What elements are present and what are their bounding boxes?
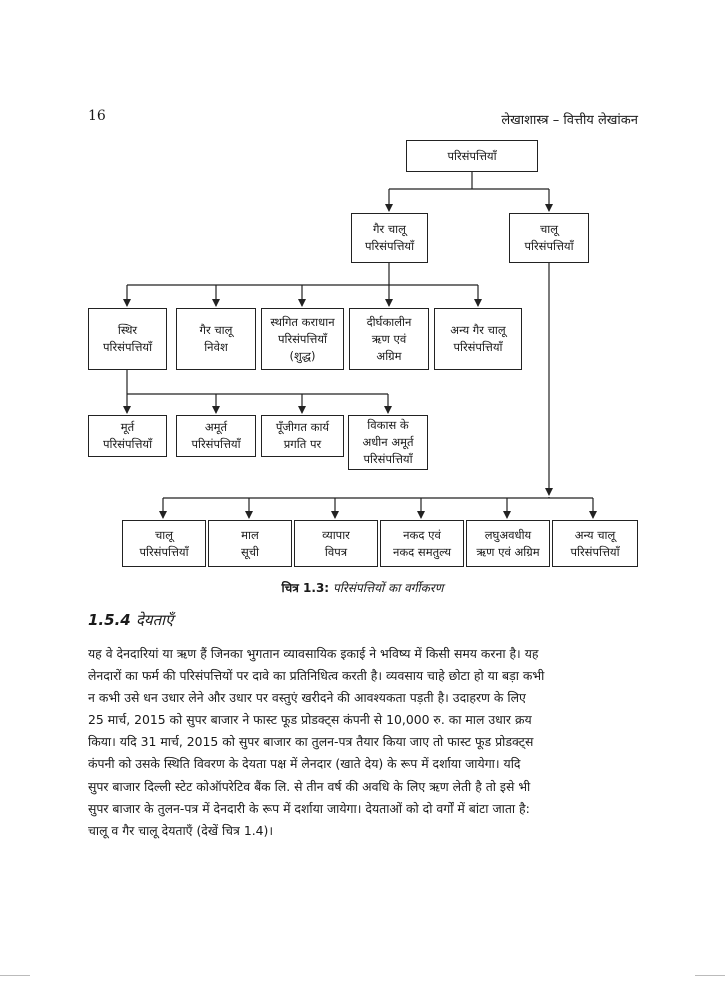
node-trade-receivables <box>294 520 378 567</box>
node-non-current-assets-label: गैर चालू परिसंपत्तियाँ <box>364 222 415 253</box>
node-deferred-tax-assets-label: स्थगित कराधान परिसंपत्तियाँ (शुद्ध) <box>270 314 335 363</box>
node-assets-label: परिसंपत्तियाँ <box>447 148 497 163</box>
node-other-non-current-assets <box>434 308 522 370</box>
node-fixed-assets-label: स्थिर परिसंपत्तियाँ <box>102 323 153 354</box>
node-other-current-assets-label: अन्य चालू परिसंपत्तियाँ <box>570 527 620 559</box>
node-inventory <box>208 520 292 567</box>
body-paragraph <box>88 643 640 842</box>
node-current-assets <box>509 213 589 263</box>
node-non-current-assets <box>351 213 428 263</box>
node-tangible-assets-label: मूर्त परिसंपत्तियाँ <box>102 420 153 451</box>
node-fixed-assets <box>88 308 167 370</box>
node-long-term-loans-label: दीर्घकालीन ऋण एवं अग्रिम <box>366 314 412 363</box>
node-long-term-loans <box>349 308 429 370</box>
paragraph-line: सुपर बाजार दिल्ली स्टेट कोऑपरेटिव बैंक लि. से तीन वर्ष की अवधि के लिए ऋण लेती है तो इसे भी <box>88 778 531 794</box>
paragraph-line: कंपनी को उसके स्थिति विवरण के देयता पक्ष में लेनदार (खाते देय) के रूप में दर्शाया जायेगा। यदि <box>88 756 521 772</box>
figure-caption <box>0 579 725 596</box>
node-intangible-under-development-label: विकास के अधीन अमूर्त परिसंपत्तियाँ <box>362 418 414 466</box>
node-capital-wip-label: पूँजीगत कार्य प्रगति पर <box>275 420 330 451</box>
paragraph-line: सुपर बाजार के तुलन-पत्र में देनदारी के रूप में दर्शाया जायेगा। देयताओं को दो वर्गों में बांटा जाता है: <box>88 800 530 816</box>
paragraph-line: किया। यदि 31 मार्च, 2015 को सुपर बाजार का तुलन-पत्र तैयार किया जाए तो फास्ट फूड प्रोडक्ट्स <box>88 734 534 750</box>
node-short-term-loans-label: लघुअवधीय ऋण एवं अग्रिम <box>476 527 540 559</box>
section-title: देयताएँ <box>135 611 174 629</box>
section-number: 1.5.4 <box>88 611 131 629</box>
node-other-current-assets <box>552 520 638 567</box>
node-cash-equivalents-label: नकद एवं नकद समतुल्य <box>392 527 452 559</box>
node-non-current-investments <box>176 308 256 370</box>
figure-title: परिसंपत्तियों का वर्गीकरण <box>332 581 444 595</box>
paragraph-line: 25 मार्च, 2015 को सुपर बाजार ने फास्ट फूड प्रोडक्ट्स कंपनी से 10,000 रु. का माल उधार क्रय <box>88 712 532 728</box>
page-number: 16 <box>88 108 106 124</box>
crop-mark-right <box>695 975 725 976</box>
figure-number: चित्र 1.3: <box>281 581 330 595</box>
paragraph-line: यह वे देनदारियां या ऋण हैं जिनका भुगतान व्यावसायिक इकाई ने भविष्य में किसी समय करना है। यह <box>88 646 539 661</box>
paragraph-line: चालू व गैर चालू देयताएँ (देखें चित्र 1.4)। <box>88 822 274 838</box>
node-intangible-assets-label: अमूर्त परिसंपत्तियाँ <box>191 420 241 451</box>
node-inventory-label: माल सूची <box>240 527 260 559</box>
node-trade-receivables-label: व्यापार विपत्र <box>322 527 350 559</box>
node-intangible-under-development <box>348 415 428 470</box>
node-current-assets-label: चालू परिसंपत्तियाँ <box>524 222 574 253</box>
node-deferred-tax-assets <box>261 308 344 370</box>
crop-mark-left <box>0 975 30 976</box>
node-non-current-investments-label: गैर चालू निवेश <box>199 323 233 354</box>
node-current-assets-item-label: चालू परिसंपत्तियाँ <box>139 527 189 559</box>
node-tangible-assets <box>88 415 167 457</box>
node-assets <box>406 140 538 172</box>
paragraph-line: लेनदारों का फर्म की परिसंपत्तियों पर दावे का प्रतिनिधित्व करती है। व्यवसाय चाहे छोटा हो या बड़ा कभी <box>88 668 545 684</box>
node-intangible-assets <box>176 415 256 457</box>
running-head: लेखाशास्त्र – वित्तीय लेखांकन <box>501 113 638 128</box>
node-cash-equivalents <box>380 520 464 567</box>
paragraph-line: न कभी उसे धन उधार लेने और उधार पर वस्तुएं खरीदने की आवश्यकता पड़ती है। उदाहरण के लिए <box>88 690 526 706</box>
node-short-term-loans <box>466 520 550 567</box>
node-current-assets-item <box>122 520 206 567</box>
section-heading <box>88 610 173 630</box>
node-capital-wip <box>261 415 344 457</box>
node-other-non-current-assets-label: अन्य गैर चालू परिसंपत्तियाँ <box>450 323 506 354</box>
